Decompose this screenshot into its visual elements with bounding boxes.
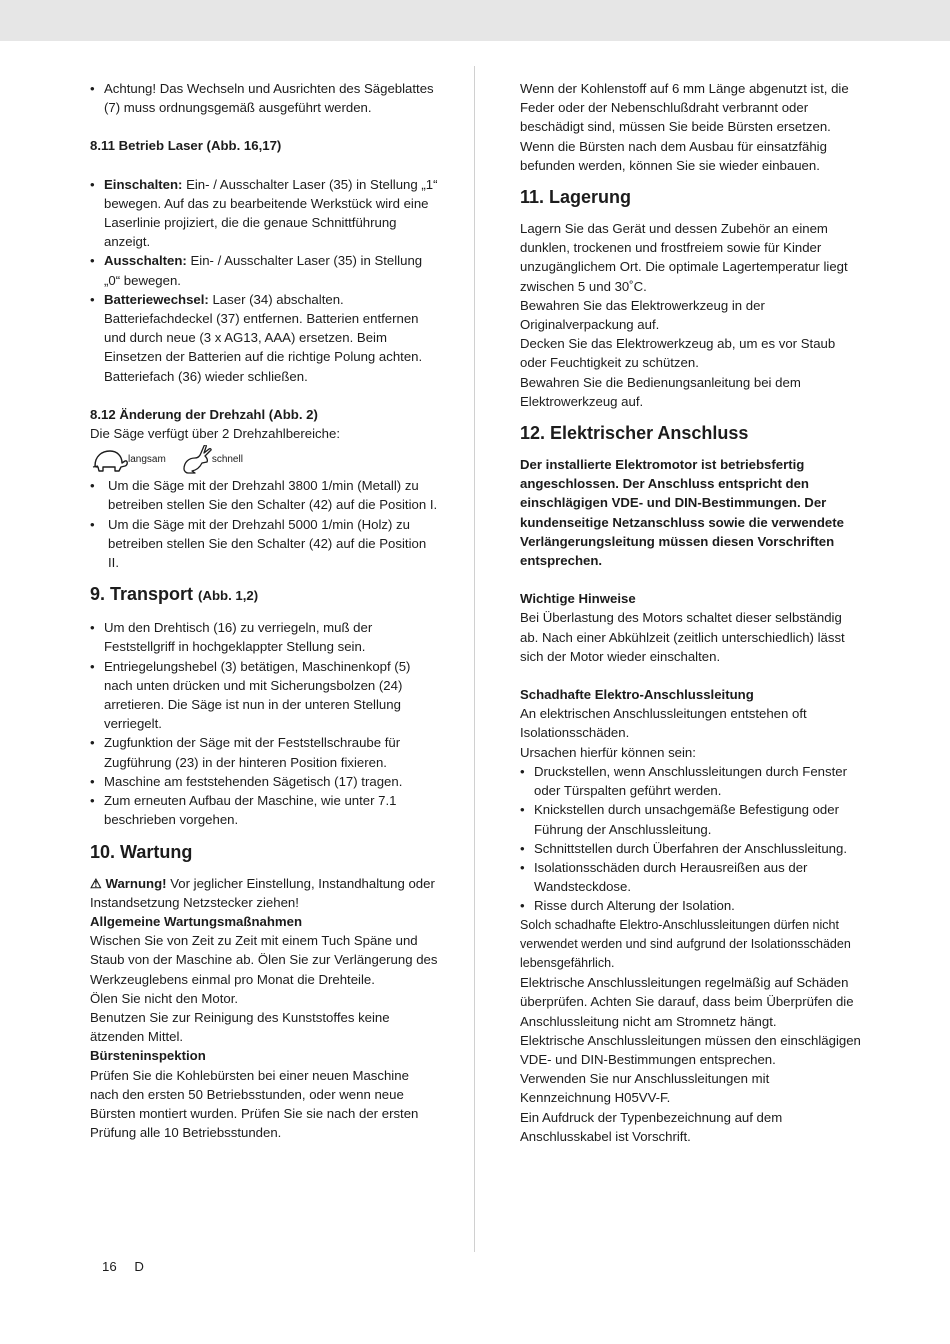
speed-slow-label: langsam bbox=[128, 453, 166, 465]
column-divider bbox=[474, 66, 475, 1252]
laser-list bbox=[90, 175, 440, 386]
lagerung-heading: 11. Lagerung bbox=[520, 187, 632, 208]
list-item: • Um die Säge mit der Drehzahl 5000 1/min (Holz) zu betreiben stellen Sie den Schalter (42) auf die Position II. bbox=[90, 515, 440, 573]
list-item: • Schnittstellen durch Überfahren der Anschlussleitung. bbox=[520, 839, 862, 858]
intro-list bbox=[90, 79, 440, 117]
list-item: • Isolationsschäden durch Herausreißen aus der Wandsteckdose. bbox=[520, 858, 862, 896]
list-item: • Um den Drehtisch (16) zu verriegeln, muß der Feststellgriff in hochgeklappter Stellung sein. bbox=[90, 618, 440, 656]
list-item: • Zugfunktion der Säge mit der Feststellschraube für Zugführung (23) in der hinteren Position fixieren. bbox=[90, 733, 440, 771]
closing-line: Verwenden Sie nur Anschlussleitungen mit Kennzeichnung H05VV-F. bbox=[520, 1071, 770, 1106]
heading-ref: (Abb. 1,2) bbox=[198, 588, 259, 604]
heading-text: 9. Transport bbox=[90, 584, 194, 605]
list-item: • Knickstellen durch unsachgemäße Befestigung oder Führung der Anschlussleitung. bbox=[520, 800, 862, 838]
list-item: • Achtung! Das Wechseln und Ausrichten des Sägeblattes (7) muss ordnungsgemäß ausgeführt werden. bbox=[90, 79, 440, 117]
cable-intro: An elektrischen Anschlussleitungen entstehen oft Isolationsschäden. bbox=[520, 706, 807, 741]
list-item: • Maschine am feststehenden Sägetisch (17) tragen. bbox=[90, 772, 440, 791]
speed-symbols bbox=[90, 443, 440, 476]
anschluss-bold-paragraph: Der installierte Elektromotor ist betriebsfertig angeschlossen. Der Anschluss entspricht den einschlägigen VDE- und DIN-Bestimmungen. Der kundenseitige Netzanschluss sowie die verwendete Verlängerungsleitung müssen diesen Vorschriften entsprechen. bbox=[520, 457, 844, 569]
page-footer bbox=[102, 1257, 158, 1276]
item-term: Einschalten: bbox=[104, 176, 183, 192]
list-item: • Zum erneuten Aufbau der Maschine, wie unter 7.1 beschrieben vorgehen. bbox=[90, 791, 440, 829]
item-term: Ausschalten: bbox=[104, 253, 187, 269]
top-bar bbox=[0, 0, 950, 41]
closing-line: Ein Aufdruck der Typenbezeichnung auf dem Anschlusskabel ist Vorschrift. bbox=[520, 1109, 783, 1144]
lagerung-line: Decken Sie das Elektrowerkzeug ab, um es vor Staub oder Feuchtigkeit zu schützen. bbox=[520, 336, 836, 371]
speed-intro: Die Säge verfügt über 2 Drehzahlbereiche: bbox=[90, 426, 340, 442]
list-item bbox=[90, 251, 440, 289]
page-number: 16 bbox=[102, 1259, 117, 1274]
closing-line: Elektrische Anschlussleitungen müssen den einschlägigen VDE- und DIN-Bestimmungen entsprechen. bbox=[520, 1032, 861, 1067]
warning-label: Warnung! bbox=[105, 875, 167, 891]
rabbit-icon bbox=[180, 445, 212, 475]
speed-slow bbox=[90, 446, 166, 474]
cable-heading: Schadhafte Elektro-Anschlussleitung bbox=[520, 687, 754, 703]
transport-list bbox=[90, 618, 440, 829]
item-text: Laser (34) abschalten. Batteriefachdeckel (37) entfernen. Batterien entfernen und durch neue (3 x AG13, AAA) ersetzen. Beim Einsetzen der Batterien auf die richtige Polung achten. Batteriefach (36) wieder schließen. bbox=[104, 291, 423, 384]
item-text: Ein- / Ausschalter Laser (35) in Stellung „1“ bewegen. Auf das zu bearbeitende Werkstück wird eine Laserlinie projiziert, die die genaue Schnittführung anzeigt. bbox=[104, 176, 438, 250]
brush-heading: Bürsteninspektion bbox=[90, 1048, 206, 1064]
wartung-heading: 10. Wartung bbox=[90, 841, 193, 862]
left-column bbox=[90, 79, 440, 1142]
lagerung-line: Lagern Sie das Gerät und dessen Zubehör an einem dunklen, trockenen und frostfreiem sowie für Kinder unzugänglichem Ort. Die optimale Lagertemperatur liegt zwischen 5 und 30˚C. bbox=[520, 221, 848, 294]
list-item bbox=[90, 175, 440, 252]
lagerung-line: Bewahren Sie das Elektrowerkzeug in der Originalverpackung auf. bbox=[520, 297, 765, 333]
list-item: • Um die Säge mit der Drehzahl 3800 1/min (Metall) zu betreiben stellen Sie den Schalter (42) auf die Position I. bbox=[90, 476, 440, 514]
speed-heading: 8.12 Änderung der Drehzahl (Abb. 2) bbox=[90, 406, 318, 422]
language-code: D bbox=[134, 1259, 144, 1274]
list-item: • Entriegelungshebel (3) betätigen, Maschinenkopf (5) nach unten drücken und mit Sicherungsbolzen (24) arretieren. Die Säge ist nun in der unteren Stellung verriegelt. bbox=[90, 657, 440, 734]
causes-intro: Ursachen hierfür können sein: bbox=[520, 744, 696, 760]
turtle-icon bbox=[90, 446, 128, 474]
hints-text: Bei Überlastung des Motors schaltet dieser selbständig ab. Nach einer Abkühlzeit (zeitlich unterschiedlich) lässt sich der Motor wieder einschalten. bbox=[520, 610, 845, 664]
causes-list bbox=[520, 762, 862, 916]
general-line: Ölen Sie nicht den Motor. bbox=[90, 990, 239, 1006]
warning-text: Vor jeglicher Einstellung, Instandhaltung oder Instandsetzung Netzstecker ziehen! bbox=[90, 875, 435, 910]
general-heading: Allgemeine Wartungsmaßnahmen bbox=[90, 913, 303, 929]
list-item: • Druckstellen, wenn Anschlussleitungen durch Fenster oder Türspalten geführt werden. bbox=[520, 762, 862, 800]
anschluss-heading: 12. Elektrischer Anschluss bbox=[520, 423, 749, 444]
speed-fast-label: schnell bbox=[211, 453, 243, 465]
speed-fast bbox=[180, 445, 243, 475]
closing-line: Elektrische Anschlussleitungen regelmäßig auf Schäden überprüfen. Achten Sie darauf, dass beim Überprüfen die Anschlussleitung nicht am Stromnetz hängt. bbox=[520, 975, 854, 1029]
warning-icon: ⚠ bbox=[90, 875, 102, 891]
hints-heading: Wichtige Hinweise bbox=[520, 591, 636, 607]
warning-paragraph bbox=[90, 874, 440, 912]
brush-continued: Wenn der Kohlenstoff auf 6 mm Länge abgenutzt ist, die Feder oder der Nebenschlußdraht verbrannt oder beschädigt sind, müssen Sie beide Bürsten ersetzen. Wenn die Bürsten nach dem Ausbau für einsatzfähig befunden werden, können Sie sie wieder einbauen. bbox=[520, 81, 849, 173]
right-column bbox=[520, 79, 862, 1146]
general-line: Wischen Sie von Zeit zu Zeit mit einem Tuch Späne und Staub von der Maschine ab. Ölen Sie zur Verlängerung des Werkzeuglebens einmal pro Monat die Drehteile. bbox=[90, 933, 438, 987]
speed-list bbox=[90, 476, 440, 572]
general-line: Benutzen Sie zur Reinigung des Kunststoffes keine ätzenden Mittel. bbox=[90, 1009, 390, 1045]
brush-text: Prüfen Sie die Kohlebürsten bei einer neuen Maschine nach den ersten 50 Betriebsstunden, oder wenn neue Bürsten montiert wurden. Prüfen Sie sie nach der ersten Prüfung alle 10 Betriebsstunden. bbox=[90, 1067, 419, 1141]
lagerung-line: Bewahren Sie die Bedienungsanleitung bei dem Elektrowerkzeug auf. bbox=[520, 374, 801, 409]
list-item: • Risse durch Alterung der Isolation. bbox=[520, 896, 862, 915]
danger-text: Solch schadhafte Elektro-Anschlussleitungen dürfen nicht verwendet werden und sind aufgrund der Isolationsschäden lebensgefährlich. bbox=[520, 917, 851, 970]
item-text: Ein- / Ausschalter Laser (35) in Stellung „0“ bewegen. bbox=[104, 253, 423, 288]
laser-heading: 8.11 Betrieb Laser (Abb. 16,17) bbox=[90, 138, 282, 154]
list-item bbox=[90, 290, 440, 386]
item-term: Batteriewechsel: bbox=[104, 291, 209, 307]
transport-heading bbox=[90, 582, 440, 608]
